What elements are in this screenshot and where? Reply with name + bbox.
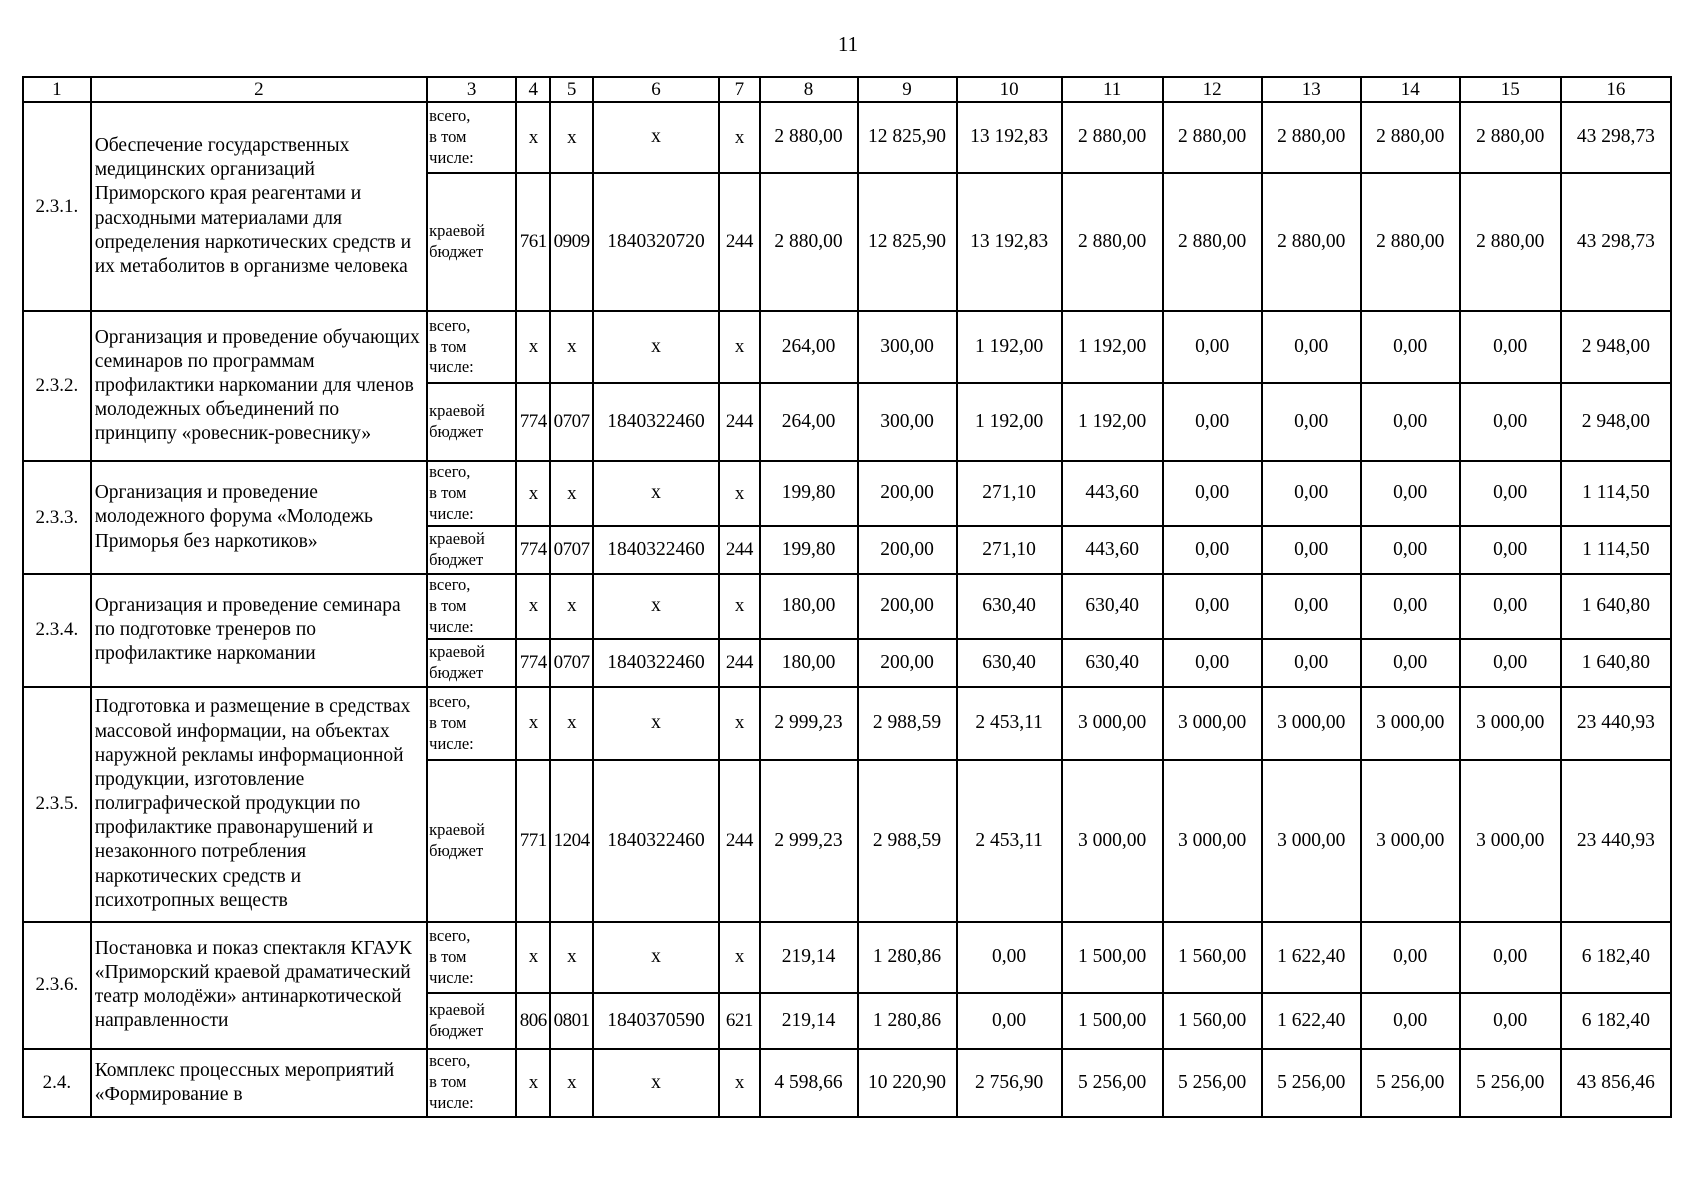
table-cell: 0,00 [1262,526,1361,574]
table-cell: 0,00 [1163,574,1262,639]
table-cell: 1 192,00 [1062,311,1163,383]
table-cell: 2 453,11 [957,687,1062,760]
table-cell: 774 [516,383,550,461]
table-cell: 630,40 [1062,639,1163,687]
table-cell: 1 640,80 [1561,639,1671,687]
table-cell: 2 948,00 [1561,311,1671,383]
table-cell: 12 825,90 [858,173,957,311]
table-cell: 271,10 [957,461,1062,526]
table-cell: 219,14 [760,922,858,993]
funding-source: всего, в том числе: [427,687,516,760]
table-cell: 1 192,00 [1062,383,1163,461]
table-cell: x [593,1049,719,1117]
table-row-total [23,102,1671,173]
column-header: 15 [1460,77,1561,102]
table-cell: 13 192,83 [957,173,1062,311]
table-cell: x [550,574,592,639]
table-cell: 2 999,23 [760,687,858,760]
table-cell: 1 280,86 [858,993,957,1049]
item-name: Организация и проведение обучающих семинаров по программам профилактики наркомании для членов молодежных объединений по принципу «ровесник-ровеснику» [91,311,427,461]
table-cell: 200,00 [858,526,957,574]
table-cell: 12 825,90 [858,102,957,173]
table-cell: 244 [719,173,759,311]
table-cell: 1840320720 [593,173,719,311]
table-cell: 2 880,00 [1460,173,1561,311]
table-cell: 300,00 [858,311,957,383]
table-cell: 200,00 [858,639,957,687]
table-cell: 3 000,00 [1460,687,1561,760]
item-number: 2.3.2. [23,311,91,461]
item-number: 2.3.3. [23,461,91,574]
table-cell: x [516,922,550,993]
table-cell: 6 182,40 [1561,922,1671,993]
table-cell: 264,00 [760,383,858,461]
funding-source: краевой бюджет [427,639,516,687]
table-cell: x [550,311,592,383]
table-cell: 0,00 [1361,311,1460,383]
table-cell: 43 856,46 [1561,1049,1671,1117]
table-cell: 0,00 [1163,311,1262,383]
table-cell: x [593,574,719,639]
table-cell: 180,00 [760,639,858,687]
table-cell: 1840370590 [593,993,719,1049]
table-cell: 23 440,93 [1561,687,1671,760]
page-number: 11 [837,32,859,56]
table-cell: 3 000,00 [1361,687,1460,760]
table-cell: x [719,922,759,993]
table-cell: x [516,311,550,383]
table-cell: x [550,687,592,760]
table-cell: 6 182,40 [1561,993,1671,1049]
table-cell: 3 000,00 [1163,760,1262,922]
table-cell: 771 [516,760,550,922]
column-header: 5 [550,77,592,102]
column-header: 7 [719,77,759,102]
table-cell: 0,00 [1361,922,1460,993]
table-cell: x [516,687,550,760]
table-cell: 0,00 [1361,639,1460,687]
table-cell: 1 622,40 [1262,922,1361,993]
table-cell: x [516,1049,550,1117]
table-cell: 0707 [550,526,592,574]
table-cell: 1840322460 [593,383,719,461]
table-cell: 0,00 [1262,639,1361,687]
table-row-total [23,461,1671,526]
table-cell: x [719,461,759,526]
table-cell: 0,00 [1460,383,1561,461]
table-cell: 0,00 [1262,574,1361,639]
table-cell: 5 256,00 [1361,1049,1460,1117]
table-cell: 244 [719,760,759,922]
table-cell: 1 640,80 [1561,574,1671,639]
table-row-total [23,922,1671,993]
table-cell: 180,00 [760,574,858,639]
table-cell: 0,00 [1460,574,1561,639]
table-cell: 774 [516,526,550,574]
table-cell: 630,40 [957,574,1062,639]
table-cell: 0801 [550,993,592,1049]
table-cell: x [593,687,719,760]
item-name: Организация и проведение молодежного форума «Молодежь Приморья без наркотиков» [91,461,427,574]
item-name: Организация и проведение семинара по подготовке тренеров по профилактике наркомании [91,574,427,687]
table-cell: 3 000,00 [1163,687,1262,760]
table-cell: 0,00 [1361,526,1460,574]
table-cell: 0,00 [1361,574,1460,639]
table-cell: 2 880,00 [1062,173,1163,311]
table-cell: 2 880,00 [760,102,858,173]
table-cell: 2 880,00 [1361,102,1460,173]
table-cell: 0,00 [957,922,1062,993]
item-number: 2.3.5. [23,687,91,922]
item-number: 2.3.4. [23,574,91,687]
table-cell: 2 880,00 [1163,102,1262,173]
table-cell: 2 880,00 [1163,173,1262,311]
column-header: 9 [858,77,957,102]
table-body [23,77,1671,1117]
table-cell: 1840322460 [593,760,719,922]
table-cell: 219,14 [760,993,858,1049]
table-cell: x [516,461,550,526]
table-cell: 5 256,00 [1460,1049,1561,1117]
table-cell: 2 880,00 [1262,173,1361,311]
table-cell: 0,00 [1361,993,1460,1049]
table-cell: 0,00 [1262,311,1361,383]
table-cell: 443,60 [1062,461,1163,526]
column-header: 14 [1361,77,1460,102]
column-header-row [23,77,1671,102]
table-cell: 3 000,00 [1062,687,1163,760]
table-cell: 2 756,90 [957,1049,1062,1117]
table-cell: 3 000,00 [1062,760,1163,922]
table-cell: 0,00 [1361,461,1460,526]
item-name: Комплекс процессных мероприятий «Формирование в [91,1049,427,1117]
table-cell: 5 256,00 [1163,1049,1262,1117]
funding-source: краевой бюджет [427,993,516,1049]
budget-table [22,76,1672,1118]
table-cell: 0,00 [1460,993,1561,1049]
table-cell: 761 [516,173,550,311]
table-cell: x [550,922,592,993]
table-cell: 300,00 [858,383,957,461]
table-cell: 443,60 [1062,526,1163,574]
table-cell: x [550,1049,592,1117]
table-cell: 0707 [550,639,592,687]
table-cell: 0,00 [1460,461,1561,526]
table-cell: x [719,311,759,383]
table-cell: 3 000,00 [1262,760,1361,922]
table-cell: 1840322460 [593,639,719,687]
table-cell: 43 298,73 [1561,173,1671,311]
table-cell: x [719,1049,759,1117]
item-name: Постановка и показ спектакля КГАУК «Приморский краевой драматический театр молодёжи» антинаркотической направленности [91,922,427,1049]
column-header: 12 [1163,77,1262,102]
table-cell: 199,80 [760,461,858,526]
item-number: 2.3.6. [23,922,91,1049]
table-cell: 774 [516,639,550,687]
column-header: 6 [593,77,719,102]
funding-source: краевой бюджет [427,760,516,922]
funding-source: краевой бюджет [427,383,516,461]
table-cell: 0,00 [1163,383,1262,461]
table-cell: 1 560,00 [1163,922,1262,993]
table-cell: x [719,102,759,173]
table-cell: 200,00 [858,574,957,639]
table-row-total [23,574,1671,639]
table-cell: 244 [719,526,759,574]
table-cell: 2 880,00 [1062,102,1163,173]
table-cell: 3 000,00 [1262,687,1361,760]
table-cell: 5 256,00 [1062,1049,1163,1117]
column-header: 2 [91,77,427,102]
table-cell: 806 [516,993,550,1049]
table-cell: 4 598,66 [760,1049,858,1117]
table-cell: 0,00 [957,993,1062,1049]
column-header: 3 [427,77,516,102]
table-cell: 2 948,00 [1561,383,1671,461]
funding-source: всего, в том числе: [427,922,516,993]
table-row-total [23,311,1671,383]
table-cell: 0,00 [1262,461,1361,526]
funding-source: всего, в том числе: [427,461,516,526]
table-cell: x [719,574,759,639]
funding-source: всего, в том числе: [427,102,516,173]
table-cell: 200,00 [858,461,957,526]
table-row-total [23,687,1671,760]
table-cell: 3 000,00 [1460,760,1561,922]
table-cell: 2 999,23 [760,760,858,922]
item-number: 2.3.1. [23,102,91,311]
table-cell: x [593,102,719,173]
table-cell: 1204 [550,760,592,922]
table-cell: 0,00 [1262,383,1361,461]
table-cell: 244 [719,639,759,687]
table-row-total [23,1049,1671,1117]
table-cell: 1 114,50 [1561,526,1671,574]
item-name: Подготовка и размещение в средствах массовой информации, на объектах наружной рекламы информационной продукции, изготовление полиграфической продукции по профилактике правонарушений и незаконного потребления наркотических средств и психотропных веществ [91,687,427,922]
table-cell: 0,00 [1163,526,1262,574]
table-cell: 1 500,00 [1062,922,1163,993]
table-cell: 2 453,11 [957,760,1062,922]
table-cell: x [550,461,592,526]
table-cell: 630,40 [1062,574,1163,639]
funding-source: всего, в том числе: [427,574,516,639]
table-cell: x [593,461,719,526]
table-cell: 2 880,00 [760,173,858,311]
table-cell: 0,00 [1460,639,1561,687]
table-cell: 0,00 [1163,639,1262,687]
table-cell: x [719,687,759,760]
table-cell: 0,00 [1460,526,1561,574]
table-cell: 264,00 [760,311,858,383]
table-cell: 0,00 [1460,922,1561,993]
table-cell: 1 622,40 [1262,993,1361,1049]
table-cell: 0,00 [1460,311,1561,383]
table-cell: 1 560,00 [1163,993,1262,1049]
table-cell: 0909 [550,173,592,311]
table-cell: 2 880,00 [1262,102,1361,173]
table-cell: x [516,574,550,639]
column-header: 8 [760,77,858,102]
table-cell: 1 192,00 [957,383,1062,461]
column-header: 4 [516,77,550,102]
table-cell: 13 192,83 [957,102,1062,173]
table-cell: 5 256,00 [1262,1049,1361,1117]
table-cell: 199,80 [760,526,858,574]
table-cell: 1 192,00 [957,311,1062,383]
funding-source: всего, в том числе: [427,311,516,383]
column-header: 13 [1262,77,1361,102]
table-cell: 0,00 [1361,383,1460,461]
table-cell: 1840322460 [593,526,719,574]
table-cell: 621 [719,993,759,1049]
column-header: 16 [1561,77,1671,102]
column-header: 1 [23,77,91,102]
column-header: 10 [957,77,1062,102]
funding-source: всего, в том числе: [427,1049,516,1117]
table-cell: 1 114,50 [1561,461,1671,526]
table-cell: x [593,311,719,383]
table-cell: 2 988,59 [858,760,957,922]
item-number: 2.4. [23,1049,91,1117]
column-header: 11 [1062,77,1163,102]
table-cell: 2 880,00 [1361,173,1460,311]
table-cell: 0707 [550,383,592,461]
table-cell: 10 220,90 [858,1049,957,1117]
funding-source: краевой бюджет [427,526,516,574]
table-cell: 1 280,86 [858,922,957,993]
table-cell: x [593,922,719,993]
table-cell: x [550,102,592,173]
funding-source: краевой бюджет [427,173,516,311]
table-cell: 0,00 [1163,461,1262,526]
table-cell: x [516,102,550,173]
table-cell: 2 988,59 [858,687,957,760]
table-cell: 271,10 [957,526,1062,574]
table-cell: 23 440,93 [1561,760,1671,922]
item-name: Обеспечение государственных медицинских организаций Приморского края реагентами и расходными материалами для определения наркотических средств и их метаболитов в организме человека [91,102,427,311]
table-cell: 43 298,73 [1561,102,1671,173]
table-cell: 244 [719,383,759,461]
table-cell: 1 500,00 [1062,993,1163,1049]
table-cell: 3 000,00 [1361,760,1460,922]
table-cell: 2 880,00 [1460,102,1561,173]
table-cell: 630,40 [957,639,1062,687]
